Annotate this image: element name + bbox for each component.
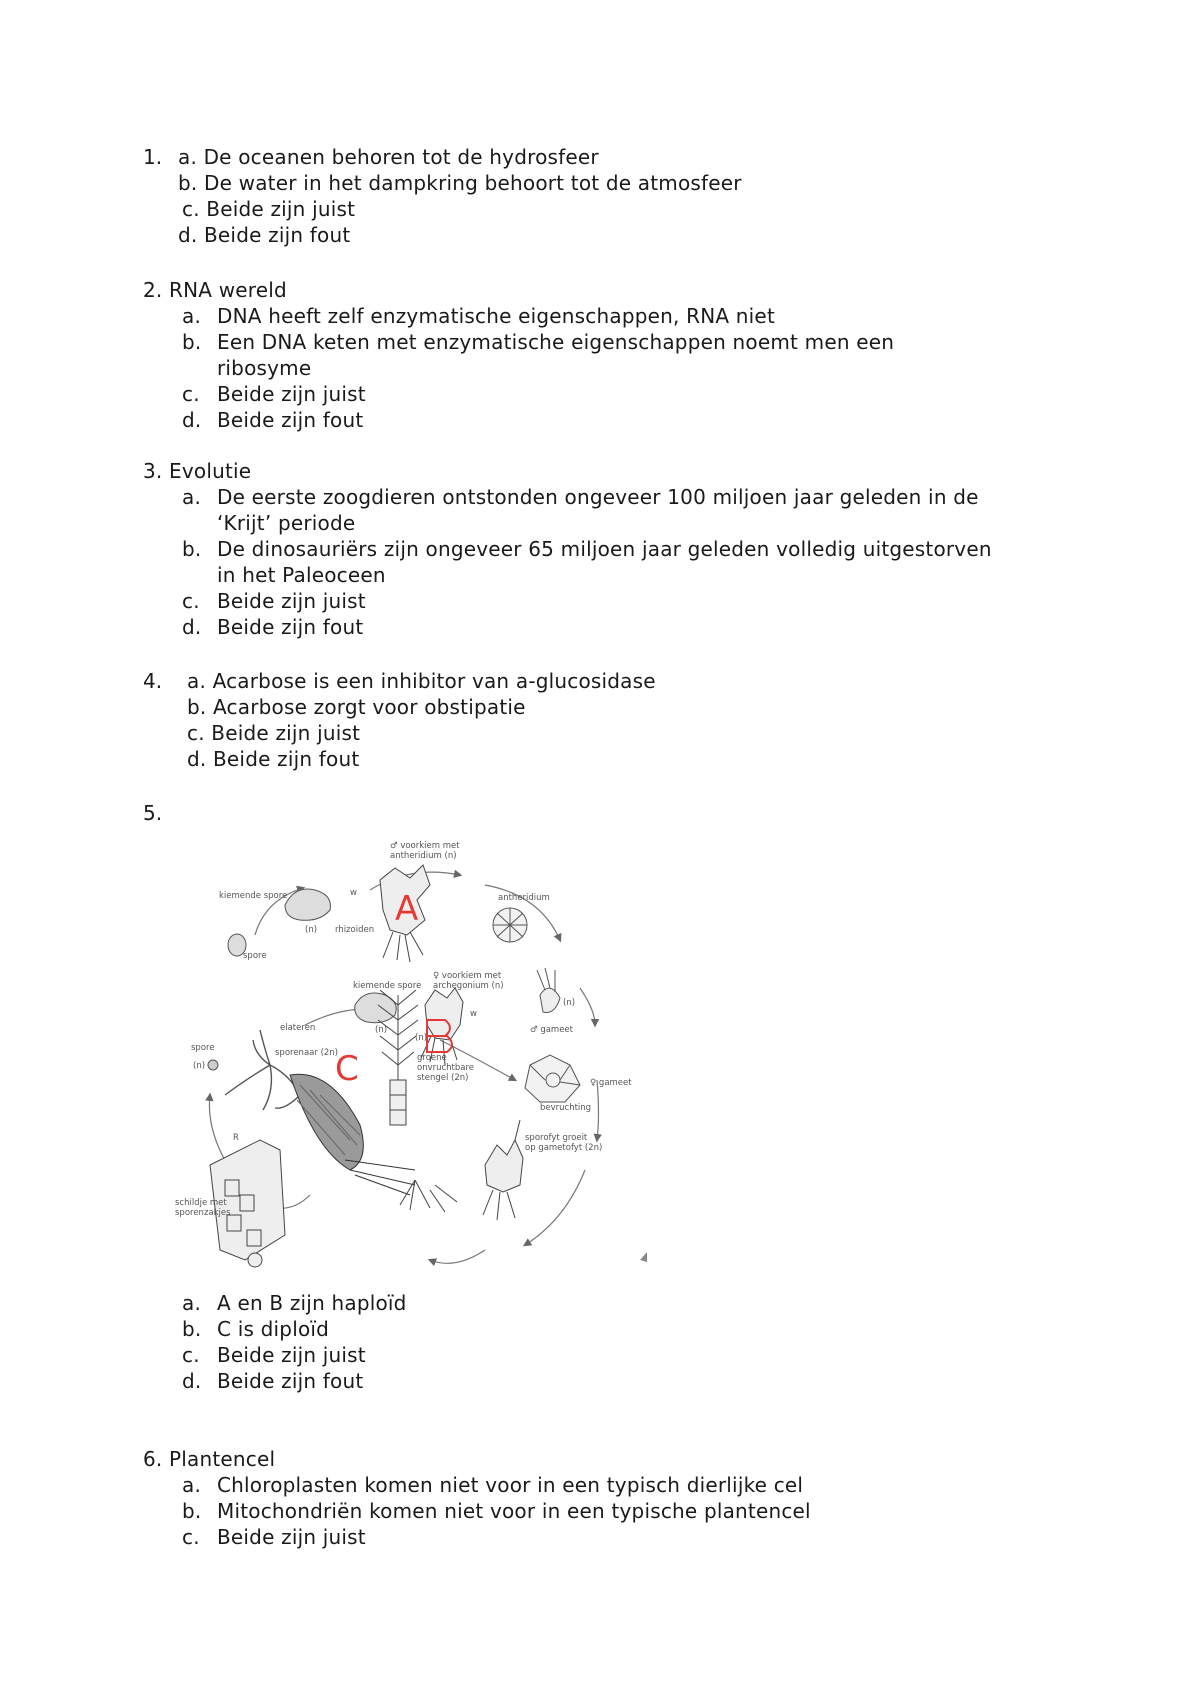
q5-option-c-letter: c. (182, 1343, 200, 1367)
q2-option-b-letter: b. (182, 330, 202, 354)
q6-option-c-letter: c. (182, 1525, 200, 1549)
q3-option-c-letter: c. (182, 589, 200, 613)
q3-option-a-text: De eerste zoogdieren ontstonden ongeveer 100 miljoen jaar geleden in de (217, 485, 979, 509)
mark-a: A (395, 889, 419, 929)
q3-title: 3. Evolutie (143, 459, 252, 483)
label-n-spore-mid: (n) (375, 1025, 388, 1035)
label-onvruchtbare: onvruchtbare (417, 1063, 475, 1073)
q6-option-b-text: Mitochondriën komen niet voor in een typische plantencel (217, 1499, 811, 1523)
mark-c: C (335, 1049, 359, 1089)
q3-option-b-letter: b. (182, 537, 202, 561)
q5-option-d-text: Beide zijn fout (217, 1369, 364, 1393)
elateren-drawing (225, 1030, 300, 1110)
male-gamete-drawing (537, 968, 560, 1012)
q1-option-a: a. De oceanen behoren tot de hydrosfeer (178, 145, 599, 169)
q4-option-d: d. Beide zijn fout (187, 747, 360, 771)
q3-option-b-text-cont: in het Paleoceen (217, 563, 386, 587)
label-w-mid: w (470, 1009, 477, 1019)
q2-option-c-letter: c. (182, 382, 200, 406)
label-sporofyt: sporofyt groeit (525, 1133, 588, 1143)
label-voorkiem-male: ♂ voorkiem met (390, 841, 460, 851)
q6-option-c-text: Beide zijn juist (217, 1525, 366, 1549)
q6-option-b-letter: b. (182, 1499, 202, 1523)
label-voorkiem-male-2: antheridium (n) (390, 851, 457, 861)
life-cycle-diagram (175, 840, 685, 1285)
q4-option-b: b. Acarbose zorgt voor obstipatie (187, 695, 526, 719)
label-sporenaar: sporenaar (2n) (275, 1048, 338, 1058)
young-sporophyte-drawing (483, 1120, 523, 1220)
label-spore-top: spore (243, 951, 267, 961)
q2-option-d-letter: d. (182, 408, 202, 432)
spore-left-drawing (208, 1060, 218, 1070)
q4-option-c: c. Beide zijn juist (187, 721, 361, 745)
q3-option-d-letter: d. (182, 615, 202, 639)
q5-option-c-text: Beide zijn juist (217, 1343, 366, 1367)
q4-option-a: a. Acarbose is een inhibitor van a-glucosidase (187, 669, 656, 693)
q1-option-b: b. De water in het dampkring behoort tot de atmosfeer (178, 171, 742, 195)
q3-option-d-text: Beide zijn fout (217, 615, 364, 639)
label-n-mid: (n) (415, 1033, 428, 1043)
female-gamete-drawing (525, 1055, 580, 1102)
q6-option-a-text: Chloroplasten komen niet voor in een typisch dierlijke cel (217, 1473, 804, 1497)
label-rhizoiden: rhizoiden (335, 925, 375, 935)
q1-number: 1. (143, 145, 163, 169)
rhizome-roots-drawing (400, 1180, 457, 1212)
q2-option-a-text: DNA heeft zelf enzymatische eigenschappen, RNA niet (217, 304, 775, 328)
label-groene: groene (417, 1053, 447, 1063)
label-stengel: stengel (2n) (417, 1073, 469, 1083)
q6-option-a-letter: a. (182, 1473, 202, 1497)
q5-number: 5. (143, 801, 163, 825)
label-w-top: w (350, 888, 357, 898)
label-n-top: (n) (305, 925, 318, 935)
q1-option-c: c. Beide zijn juist (182, 197, 356, 221)
label-schildje: schildje met (175, 1198, 227, 1208)
label-elateren: elateren (280, 1023, 316, 1033)
q2-option-d-text: Beide zijn fout (217, 408, 364, 432)
q3-option-b-text: De dinosauriërs zijn ongeveer 65 miljoen jaar geleden volledig uitgestorven (217, 537, 992, 561)
label-kiemende-spore-mid: kiemende spore (353, 981, 422, 991)
label-female-gameet: ♀ gameet (590, 1078, 632, 1088)
label-n-gamete: (n) (563, 998, 576, 1008)
q2-option-b-text: Een DNA keten met enzymatische eigenschappen noemt men een (217, 330, 895, 354)
label-bevruchting: bevruchting (540, 1103, 592, 1113)
label-sporenzakjes: sporenzakjes (175, 1208, 231, 1218)
label-male-gameet: ♂ gameet (530, 1025, 573, 1035)
q5-option-a-letter: a. (182, 1291, 202, 1315)
q5-option-b-text: C is diploïd (217, 1317, 330, 1341)
label-n-left: (n) (193, 1061, 206, 1071)
q3-option-a-letter: a. (182, 485, 202, 509)
label-spore-left: spore (191, 1043, 215, 1053)
q2-option-c-text: Beide zijn juist (217, 382, 366, 406)
q2-title: 2. RNA wereld (143, 278, 287, 302)
corner-mark-icon (640, 1252, 647, 1262)
q2-option-b-text-cont: ribosyme (217, 356, 312, 380)
label-voorkiem-female: ♀ voorkiem met (433, 971, 502, 981)
horsetail-life-cycle-figure (175, 840, 685, 1285)
spore-mid-drawing (355, 993, 397, 1023)
label-voorkiem-female-2: archegonium (n) (433, 981, 504, 991)
label-r: R (233, 1133, 239, 1143)
q1-option-d: d. Beide zijn fout (178, 223, 351, 247)
q5-option-a-text: A en B zijn haploïd (217, 1291, 407, 1315)
q2-option-a-letter: a. (182, 304, 202, 328)
q4-number: 4. (143, 669, 163, 693)
label-antheridium: antheridium (498, 893, 550, 903)
q5-option-d-letter: d. (182, 1369, 202, 1393)
q3-option-c-text: Beide zijn juist (217, 589, 366, 613)
q6-title: 6. Plantencel (143, 1447, 276, 1471)
antheridium-drawing (493, 908, 527, 942)
label-kiemende-spore-top: kiemende spore (219, 891, 288, 901)
q5-option-b-letter: b. (182, 1317, 202, 1341)
q3-option-a-text-cont: ‘Krijt’ periode (217, 511, 356, 535)
label-sporofyt-2: op gametofyt (2n) (525, 1143, 603, 1153)
